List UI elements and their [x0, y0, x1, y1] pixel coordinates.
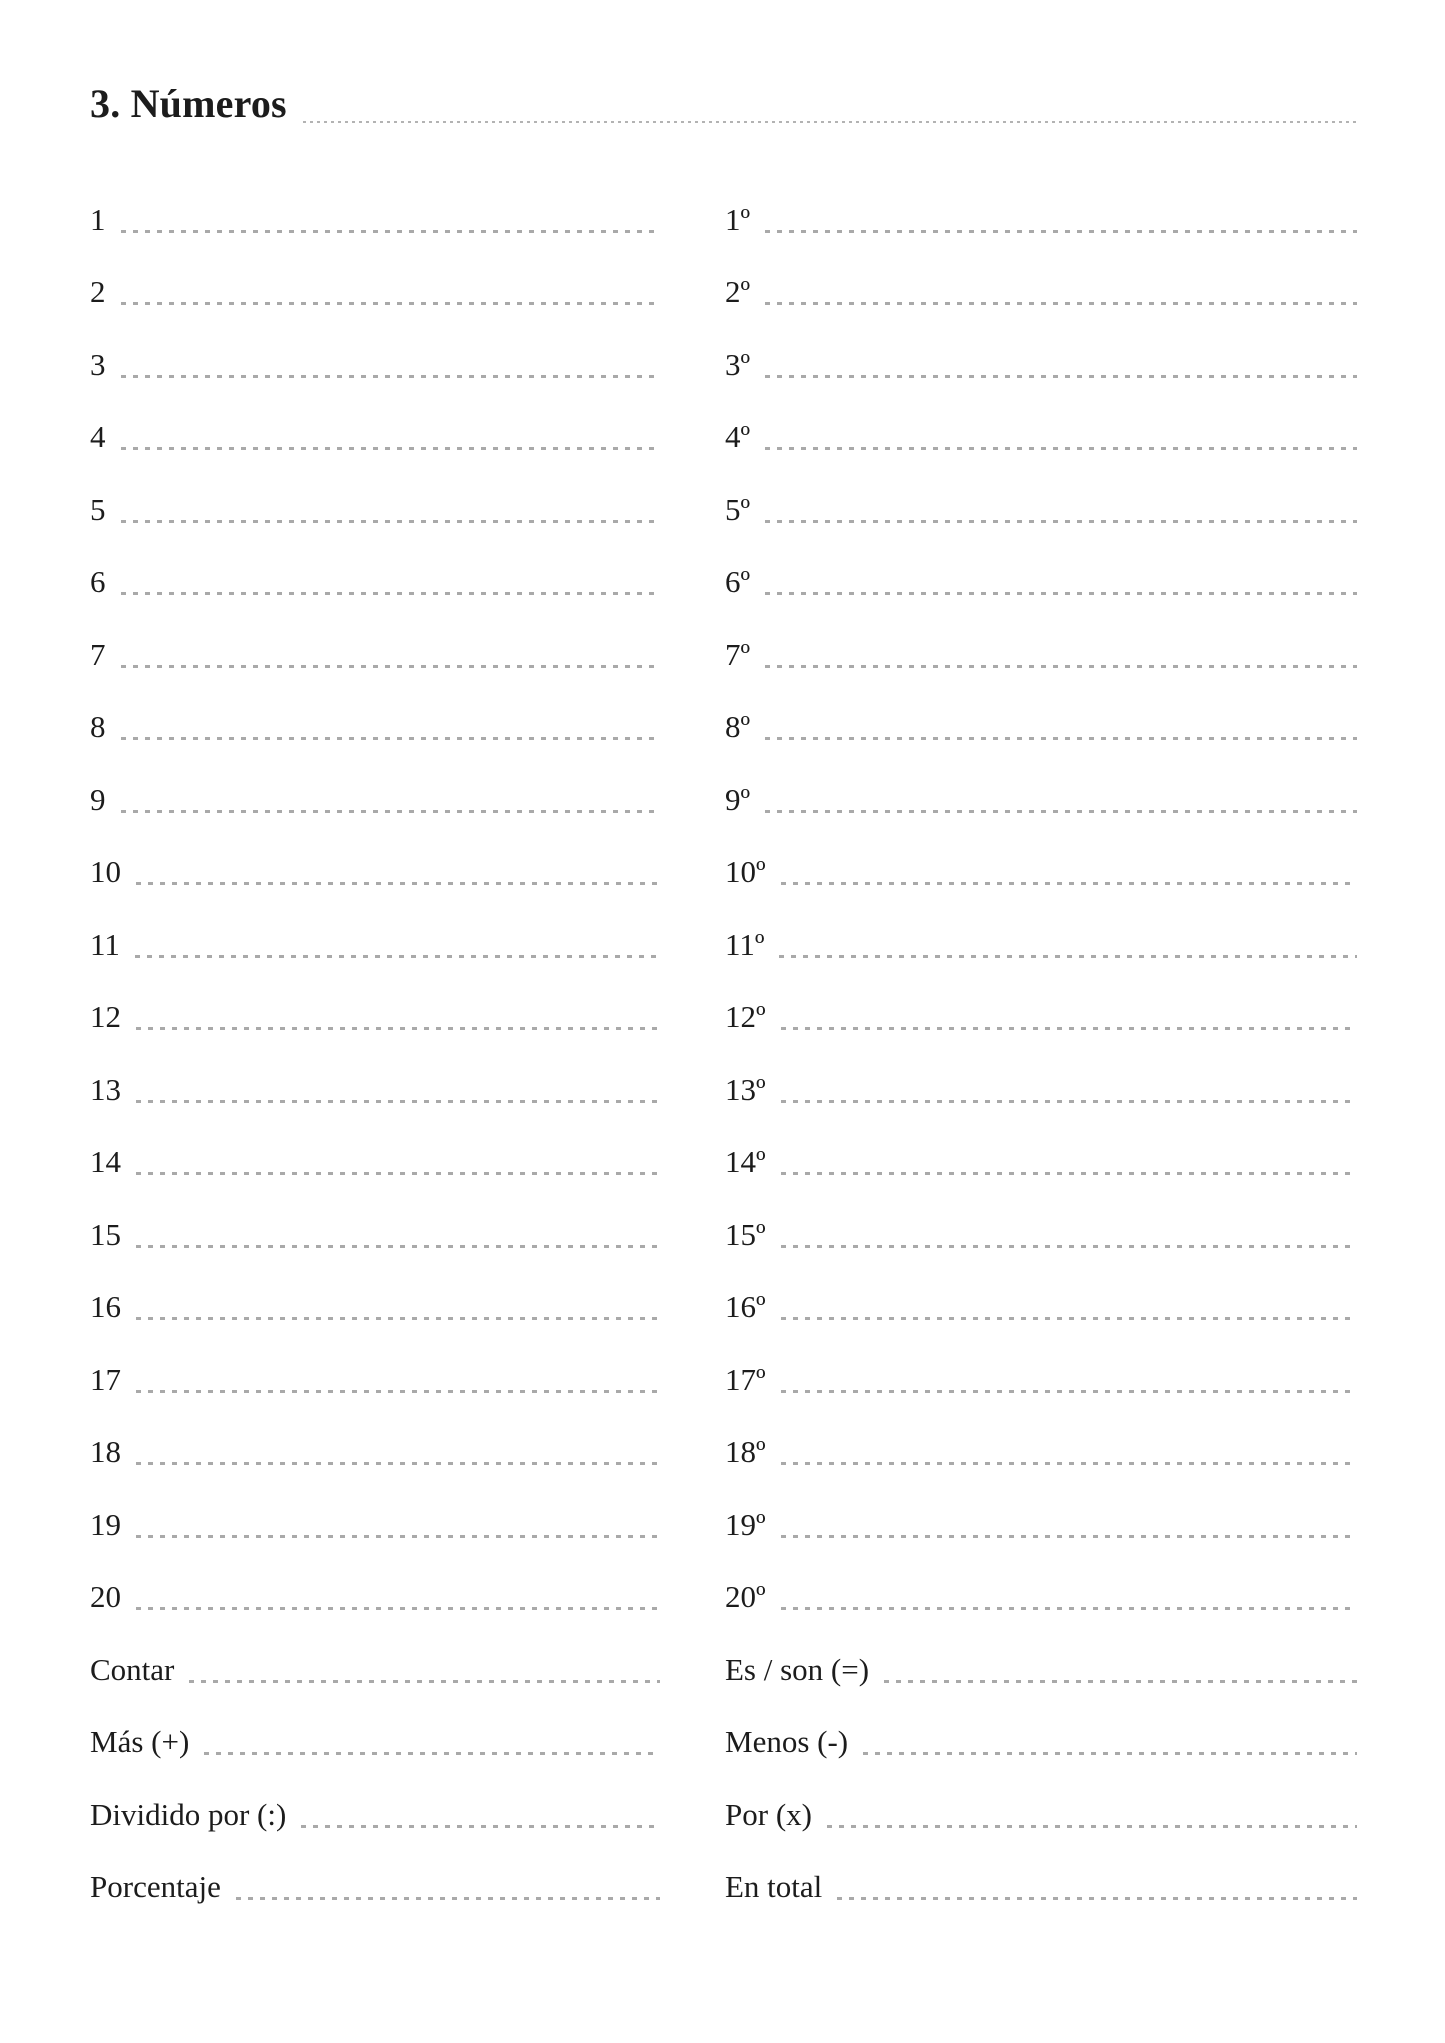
vocab-row — [90, 1706, 660, 1779]
term-label: 6º — [725, 564, 751, 600]
term-label: 16º — [725, 1289, 766, 1325]
vocab-row — [725, 618, 1357, 691]
column-cardinal-numbers — [90, 183, 660, 1923]
vocab-row — [725, 1053, 1357, 1126]
answer-blank-line — [136, 1100, 660, 1103]
term-label: 10 — [90, 854, 121, 890]
term-label: 3 — [90, 346, 106, 382]
answer-blank-line — [765, 665, 1357, 668]
term-label: 18 — [90, 1434, 121, 1470]
answer-blank-line — [136, 1245, 660, 1248]
term-label: 2º — [725, 274, 751, 310]
vocab-row — [90, 1198, 660, 1271]
vocab-row — [725, 1633, 1357, 1706]
term-label: 19 — [90, 1506, 121, 1542]
answer-blank-line — [136, 1607, 660, 1610]
answer-blank-line — [781, 1027, 1357, 1030]
term-label: 1 — [90, 201, 106, 237]
vocab-row — [90, 1343, 660, 1416]
answer-blank-line — [136, 1027, 660, 1030]
section-header — [90, 0, 1357, 130]
term-label: 8º — [725, 709, 751, 745]
vocab-row — [90, 1488, 660, 1561]
answer-blank-line — [781, 1317, 1357, 1320]
answer-blank-line — [781, 1535, 1357, 1538]
term-label: 20 — [90, 1579, 121, 1615]
answer-blank-line — [121, 665, 661, 668]
term-label: 20º — [725, 1579, 766, 1615]
answer-blank-line — [136, 1390, 660, 1393]
term-label: 9º — [725, 781, 751, 817]
term-label: 5 — [90, 491, 106, 527]
answer-blank-line — [781, 1100, 1357, 1103]
term-label: 13º — [725, 1071, 766, 1107]
answer-blank-line — [765, 520, 1357, 523]
answer-blank-line — [781, 1172, 1357, 1175]
vocab-row — [725, 183, 1357, 256]
vocab-row — [725, 836, 1357, 909]
vocab-row — [725, 256, 1357, 329]
answer-blank-line — [136, 1317, 660, 1320]
term-label: 12 — [90, 999, 121, 1035]
term-label: 7º — [725, 636, 751, 672]
term-label: 5º — [725, 491, 751, 527]
term-label: 15 — [90, 1216, 121, 1252]
vocab-row — [90, 1561, 660, 1634]
term-label: Es / son (=) — [725, 1651, 870, 1687]
vocab-row — [725, 546, 1357, 619]
vocab-row — [725, 1271, 1357, 1344]
answer-blank-line — [236, 1897, 660, 1900]
term-label: 6 — [90, 564, 106, 600]
term-label: 12º — [725, 999, 766, 1035]
answer-blank-line — [121, 737, 661, 740]
answer-blank-line — [765, 230, 1357, 233]
vocab-row — [90, 256, 660, 329]
answer-blank-line — [121, 375, 661, 378]
answer-blank-line — [781, 1390, 1357, 1393]
answer-blank-line — [136, 882, 660, 885]
vocab-row — [90, 1126, 660, 1199]
answer-blank-line — [765, 375, 1357, 378]
answer-blank-line — [765, 810, 1357, 813]
term-label: 17 — [90, 1361, 121, 1397]
answer-blank-line — [189, 1680, 660, 1683]
term-label: Por (x) — [725, 1796, 812, 1832]
answer-blank-line — [781, 1245, 1357, 1248]
vocab-row — [90, 763, 660, 836]
vocab-row — [725, 328, 1357, 401]
answer-blank-line — [779, 955, 1357, 958]
term-label: 19º — [725, 1506, 766, 1542]
answer-blank-line — [121, 592, 661, 595]
answer-blank-line — [136, 1172, 660, 1175]
vocab-row — [90, 691, 660, 764]
answer-blank-line — [781, 1607, 1357, 1610]
answer-blank-line — [837, 1897, 1357, 1900]
term-label: Contar — [90, 1651, 175, 1687]
vocab-row — [725, 1851, 1357, 1924]
vocab-row — [725, 1488, 1357, 1561]
term-label: 14 — [90, 1144, 121, 1180]
column-ordinal-numbers — [725, 183, 1357, 1923]
term-label: 4 — [90, 419, 106, 455]
vocab-row — [725, 691, 1357, 764]
term-label: 13 — [90, 1071, 121, 1107]
term-label: Dividido por (:) — [90, 1796, 287, 1832]
answer-blank-line — [136, 1535, 660, 1538]
answer-blank-line — [765, 447, 1357, 450]
vocab-grid — [90, 183, 1357, 1923]
vocab-row — [725, 1126, 1357, 1199]
vocab-row — [90, 401, 660, 474]
answer-blank-line — [765, 737, 1357, 740]
answer-blank-line — [204, 1752, 660, 1755]
term-label: 15º — [725, 1216, 766, 1252]
term-label: 4º — [725, 419, 751, 455]
page-title: 3. Números — [90, 81, 287, 126]
term-label: 9 — [90, 781, 106, 817]
vocab-row — [725, 1561, 1357, 1634]
vocab-row — [90, 183, 660, 256]
vocab-row — [90, 473, 660, 546]
vocab-row — [90, 908, 660, 981]
vocab-row — [90, 836, 660, 909]
vocab-row — [90, 1851, 660, 1924]
term-label: 17º — [725, 1361, 766, 1397]
answer-blank-line — [863, 1752, 1357, 1755]
answer-blank-line — [121, 520, 661, 523]
term-label: 7 — [90, 636, 106, 672]
term-label: 18º — [725, 1434, 766, 1470]
answer-blank-line — [781, 882, 1357, 885]
term-label: 1º — [725, 201, 751, 237]
vocab-row — [90, 618, 660, 691]
vocab-row — [725, 1706, 1357, 1779]
term-label: 3º — [725, 346, 751, 382]
answer-blank-line — [121, 302, 661, 305]
term-label: 11 — [90, 926, 120, 962]
term-label: 16 — [90, 1289, 121, 1325]
vocab-row — [90, 981, 660, 1054]
term-label: Menos (-) — [725, 1724, 849, 1760]
vocab-row — [725, 1416, 1357, 1489]
term-label: 10º — [725, 854, 766, 890]
answer-blank-line — [765, 592, 1357, 595]
vocab-row — [90, 328, 660, 401]
vocab-row — [725, 1778, 1357, 1851]
term-label: En total — [725, 1869, 823, 1905]
term-label: Porcentaje — [90, 1869, 221, 1905]
term-label: 11º — [725, 926, 765, 962]
vocab-row — [725, 401, 1357, 474]
vocab-row — [90, 1633, 660, 1706]
answer-blank-line — [121, 810, 661, 813]
vocab-row — [725, 763, 1357, 836]
answer-blank-line — [765, 302, 1357, 305]
vocab-row — [90, 1053, 660, 1126]
vocab-row — [90, 1778, 660, 1851]
vocab-row — [725, 1343, 1357, 1416]
vocab-row — [90, 1271, 660, 1344]
answer-blank-line — [301, 1825, 660, 1828]
answer-blank-line — [827, 1825, 1357, 1828]
vocab-row — [90, 546, 660, 619]
answer-blank-line — [884, 1680, 1357, 1683]
vocab-row — [90, 1416, 660, 1489]
answer-blank-line — [121, 447, 661, 450]
title-dotted-rule — [303, 121, 1357, 123]
answer-blank-line — [121, 230, 661, 233]
vocab-row — [725, 981, 1357, 1054]
term-label: 2 — [90, 274, 106, 310]
term-label: Más (+) — [90, 1724, 190, 1760]
term-label: 14º — [725, 1144, 766, 1180]
answer-blank-line — [135, 955, 660, 958]
answer-blank-line — [136, 1462, 660, 1465]
vocab-row — [725, 473, 1357, 546]
vocab-row — [725, 908, 1357, 981]
answer-blank-line — [781, 1462, 1357, 1465]
vocab-row — [725, 1198, 1357, 1271]
term-label: 8 — [90, 709, 106, 745]
